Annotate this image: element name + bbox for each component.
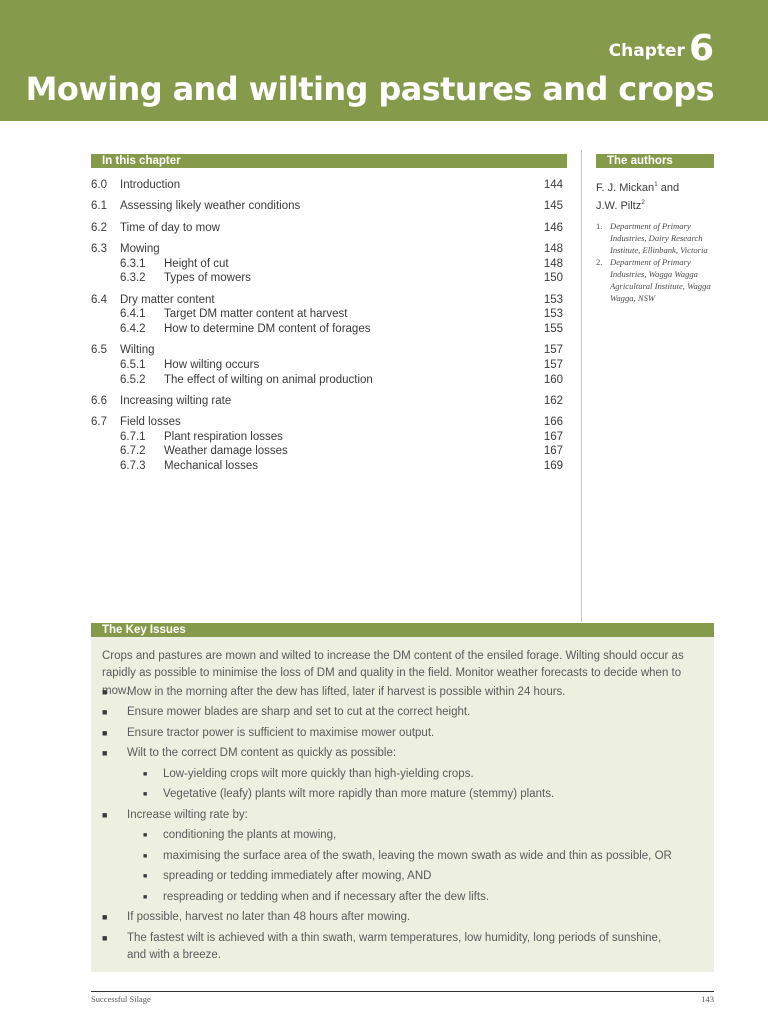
toc-title: Target DM matter content at harvest	[164, 308, 348, 321]
toc-entry	[91, 459, 567, 474]
toc-group	[91, 415, 567, 473]
author-name: J.W. Piltz	[596, 199, 642, 212]
author-line-2	[596, 196, 716, 214]
affiliation-number: 2.	[596, 257, 603, 267]
key-issue-subitem: ■ Low-yielding crops wilt more quickly than high-yielding crops.	[91, 766, 714, 783]
toc-page: 166	[543, 416, 563, 429]
key-issue-subitem: ■ conditioning the plants at mowing,	[91, 827, 714, 844]
toc-page: 148	[543, 257, 563, 270]
author-line-1	[596, 178, 716, 196]
toc-title: How to determine DM content of forages	[164, 322, 371, 335]
key-issue-subitem: ■ Vegetative (leafy) plants wilt more rapidly than more mature (stemmy) plants.	[91, 786, 714, 803]
toc-entry	[91, 199, 567, 214]
toc-number: 6.7.1	[120, 430, 146, 443]
chapter-label	[609, 28, 714, 69]
toc-group	[91, 221, 567, 236]
key-issue-item: ■ Ensure mower blades are sharp and set to cut at the correct height.	[91, 704, 714, 721]
toc-page: 146	[543, 221, 563, 234]
key-issue-subitem: ■ respreading or tedding when and if necessary after the dew lifts.	[91, 889, 714, 906]
key-issue-subitem: ■ maximising the surface area of the swath, leaving the mown swath as wide and thin as possible, OR	[91, 848, 714, 865]
key-issue-item: ■ If possible, harvest no later than 48 hours after mowing.	[91, 909, 714, 926]
toc-number: 6.5	[91, 344, 107, 357]
affiliation-list	[596, 220, 718, 304]
key-issues-intro: Crops and pastures are mown and wilted to increase the DM content of the ensiled forage. Wilting should occur as rapidly as possible to minimise the loss of DM and quality in the field. Monitor weather forecasts to decide when to mow.	[102, 650, 684, 697]
toc-number: 6.6	[91, 394, 107, 407]
toc-entry	[91, 322, 567, 337]
toc-page: 153	[543, 308, 563, 321]
page-title: Mowing and wilting pastures and crops	[25, 70, 714, 108]
toc-entry	[91, 394, 567, 409]
toc-title: Height of cut	[164, 257, 229, 270]
toc-group	[91, 394, 567, 409]
toc-entry	[91, 415, 567, 430]
toc-page: 148	[543, 243, 563, 256]
toc-page: 169	[543, 460, 563, 473]
toc-number: 6.5.1	[120, 358, 146, 371]
toc-page: 162	[543, 394, 563, 407]
chapter-banner	[0, 0, 768, 121]
toc-number: 6.3.1	[120, 257, 146, 270]
key-issue-item: ■ Ensure tractor power is sufficient to maximise mower output.	[91, 725, 714, 742]
toc-entry	[91, 444, 567, 459]
toc-page: 157	[543, 344, 563, 357]
key-issue-item: ■ Wilt to the correct DM content as quickly as possible:	[91, 745, 714, 762]
toc-page: 150	[543, 272, 563, 285]
key-issue-item: ■ The fastest wilt is achieved with a thin swath, warm temperatures, low humidity, long periods of sunshine, and with a breeze.	[91, 930, 714, 965]
key-issues-list	[91, 684, 714, 968]
toc-number: 6.3.2	[120, 272, 146, 285]
toc-page: 153	[543, 293, 563, 306]
key-issues-box	[91, 637, 714, 972]
toc-number: 6.3	[91, 243, 107, 256]
toc-title: Field losses	[120, 416, 181, 429]
author-conjunction: and	[657, 182, 680, 194]
chapter-word: Chapter	[608, 41, 685, 61]
author-affiliation-mark: 2	[641, 198, 645, 206]
key-issues-heading: The Key Issues	[91, 623, 714, 637]
toc-page: 144	[543, 179, 563, 191]
toc-number: 6.7	[91, 416, 107, 429]
toc-entry	[91, 307, 567, 322]
chapter-number: 6	[688, 28, 714, 69]
toc-title: Types of mowers	[164, 272, 251, 285]
toc-page: 145	[543, 200, 563, 213]
toc-entry	[91, 221, 567, 236]
toc-title: Increasing wilting rate	[120, 394, 232, 407]
toc-number: 6.2	[91, 221, 107, 234]
toc-page: 160	[543, 373, 563, 386]
column-divider	[581, 150, 582, 622]
toc-entry	[91, 358, 567, 373]
toc-entry	[91, 373, 567, 388]
toc-group	[91, 293, 567, 337]
affiliation-text: Department of Primary Industries, Dairy Research Institute, Ellinbank, Victoria	[610, 221, 708, 255]
toc-title: Assessing likely weather conditions	[120, 200, 301, 213]
toc-group	[91, 199, 567, 214]
footer-rule	[91, 991, 714, 992]
key-issue-item: ■ Mow in the morning after the dew has lifted, later if harvest is possible within 24 hours.	[91, 684, 714, 701]
toc-number: 6.1	[91, 200, 107, 213]
toc-number: 6.7.2	[120, 445, 146, 458]
toc-group	[91, 242, 567, 286]
in-this-chapter-heading: In this chapter	[91, 154, 567, 168]
footer-page-number: 143	[701, 994, 714, 1004]
toc-title: Weather damage losses	[164, 445, 288, 458]
key-issue-subitem: ■ spreading or tedding immediately after mowing, AND	[91, 868, 714, 885]
author-affiliation-mark: 1	[654, 181, 658, 188]
toc-page: 157	[543, 358, 563, 371]
toc-title: Introduction	[120, 179, 181, 191]
toc-entry	[91, 178, 567, 193]
toc-number: 6.4.1	[120, 308, 146, 321]
toc-group	[91, 343, 567, 387]
authors-heading: The authors	[596, 154, 714, 168]
author-name: F. J. Mickan	[596, 182, 655, 194]
toc-title: Time of day to mow	[120, 221, 220, 234]
toc-number: 6.4.2	[120, 322, 146, 335]
affiliation-number: 1.	[596, 221, 603, 231]
toc-title: Mowing	[120, 243, 160, 256]
toc-number: 6.7.3	[120, 460, 146, 473]
toc-title: Wilting	[120, 344, 155, 357]
toc-title: Plant respiration losses	[164, 430, 283, 443]
toc-entry	[91, 343, 567, 358]
toc-title: Mechanical losses	[164, 460, 258, 473]
toc-group	[91, 178, 567, 193]
affiliation-item	[596, 256, 718, 304]
toc-number: 6.5.2	[120, 373, 146, 386]
toc-entry	[91, 257, 567, 272]
affiliation-item	[596, 220, 718, 256]
toc-title: Dry matter content	[120, 293, 215, 306]
author-list	[596, 178, 716, 213]
toc-entry	[91, 293, 567, 308]
toc-title: The effect of wilting on animal production	[164, 373, 373, 386]
toc-entry	[91, 430, 567, 445]
toc-page: 155	[543, 322, 563, 335]
toc-number: 6.4	[91, 293, 107, 306]
affiliation-text: Department of Primary Industries, Wagga Wagga Agricultural Institute, Wagga Wagga, NSW	[610, 257, 711, 303]
table-of-contents	[91, 178, 567, 480]
footer-publication: Successful Silage	[91, 994, 151, 1004]
toc-page: 167	[543, 445, 563, 458]
toc-number: 6.0	[91, 179, 107, 191]
toc-entry	[91, 242, 567, 257]
toc-title: How wilting occurs	[164, 358, 260, 371]
toc-page: 167	[543, 430, 563, 443]
toc-entry	[91, 271, 567, 286]
key-issue-item: ■ Increase wilting rate by:	[91, 807, 714, 824]
